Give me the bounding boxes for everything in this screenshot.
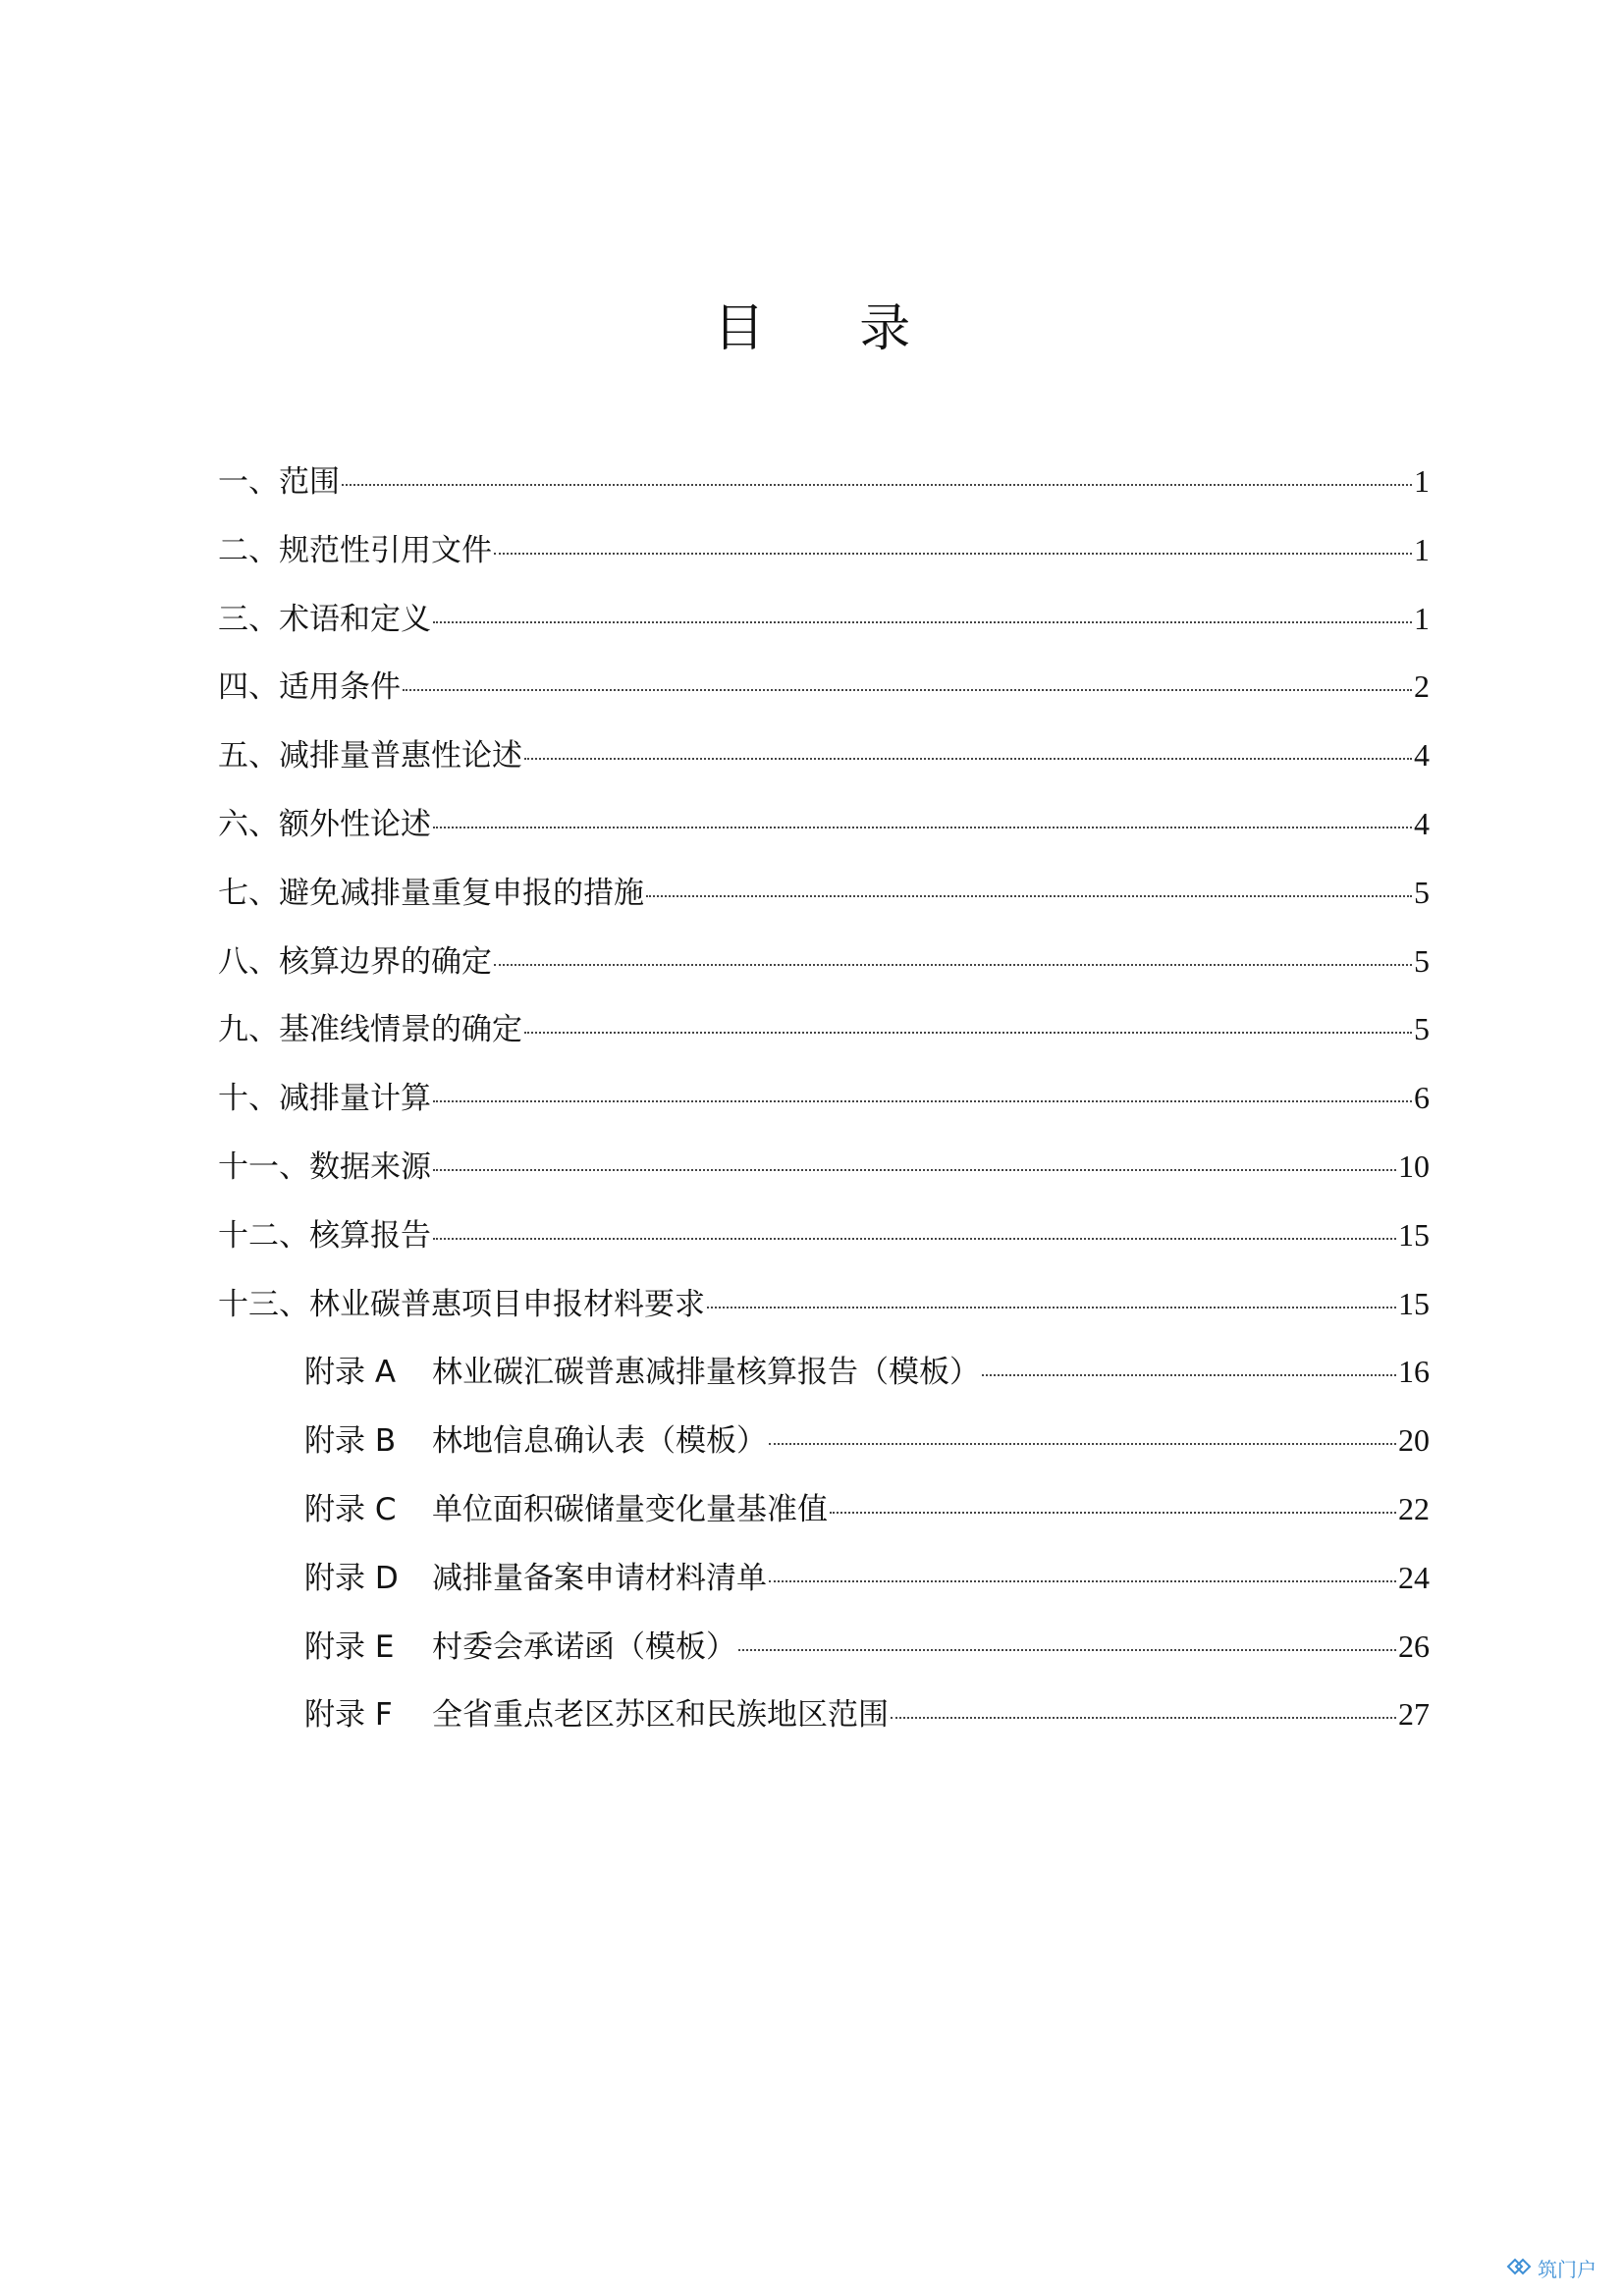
toc-entry-label: 一、范围	[218, 464, 340, 500]
toc-appendix-label	[304, 1490, 828, 1529]
toc-dot-leader	[891, 1717, 1396, 1719]
page-title: 目 录	[713, 299, 950, 358]
toc-appendix-f[interactable]	[218, 1694, 1430, 1763]
toc-dot-leader	[433, 621, 1412, 623]
toc-appendix-page: 26	[1398, 1628, 1430, 1664]
toc-entry-11[interactable]	[218, 1147, 1430, 1215]
toc-dot-leader	[433, 1238, 1396, 1240]
toc-appendix-page: 22	[1398, 1490, 1430, 1526]
toc-appendix-page: 16	[1398, 1354, 1430, 1390]
toc-entry-page: 15	[1398, 1285, 1430, 1321]
toc-appendix-prefix: 附录 C	[304, 1491, 397, 1527]
toc-appendix-label	[304, 1353, 980, 1392]
toc-appendix-title: 林业碳汇碳普惠减排量核算报告（模板）	[432, 1355, 980, 1391]
toc-entry-page: 6	[1414, 1080, 1430, 1116]
toc-appendix-title: 全省重点老区苏区和民族地区范围	[432, 1697, 889, 1734]
toc-entry-page: 1	[1414, 600, 1430, 636]
toc-appendix-title: 单位面积碳储量变化量基准值	[432, 1491, 828, 1527]
toc-entry-3[interactable]	[218, 599, 1430, 667]
toc-entry-label: 五、减排量普惠性论述	[218, 738, 522, 774]
toc-entry-label: 十、减排量计算	[218, 1081, 431, 1117]
toc-dot-leader	[494, 553, 1412, 555]
toc-appendix-label	[304, 1559, 767, 1598]
toc-dot-leader	[738, 1649, 1396, 1651]
toc-appendix-label	[304, 1695, 889, 1735]
toc-dot-leader	[707, 1307, 1396, 1308]
toc-entry-label: 三、术语和定义	[218, 601, 431, 637]
toc-entry-9[interactable]	[218, 1009, 1430, 1078]
toc-appendix-prefix: 附录 D	[304, 1560, 399, 1596]
toc-appendix-e[interactable]	[218, 1627, 1430, 1695]
toc-entry-label: 十二、核算报告	[218, 1217, 431, 1254]
toc-entry-page: 15	[1398, 1216, 1430, 1253]
toc-appendix-page: 24	[1398, 1559, 1430, 1595]
toc-dot-leader	[433, 1169, 1396, 1171]
toc-entry-page: 5	[1414, 942, 1430, 979]
toc-appendix-title: 减排量备案申请材料清单	[432, 1560, 767, 1596]
toc-entry-label: 六、额外性论述	[218, 806, 431, 842]
toc-entry-page: 10	[1398, 1148, 1430, 1184]
toc-appendix-prefix: 附录 B	[304, 1423, 397, 1460]
toc-entry-2[interactable]	[218, 530, 1430, 599]
toc-entry-13[interactable]	[218, 1284, 1430, 1353]
toc-dot-leader	[646, 895, 1412, 897]
toc-appendix-a[interactable]	[218, 1352, 1430, 1420]
toc-dot-leader	[494, 964, 1412, 966]
toc-entry-label: 二、规范性引用文件	[218, 532, 492, 568]
toc-entry-4[interactable]	[218, 667, 1430, 735]
toc-appendix-b[interactable]	[218, 1420, 1430, 1489]
toc-entry-label: 十一、数据来源	[218, 1148, 431, 1185]
toc-dot-leader	[830, 1512, 1396, 1514]
toc-entry-12[interactable]	[218, 1215, 1430, 1284]
toc-appendix-c[interactable]	[218, 1489, 1430, 1558]
toc-appendix-prefix: 附录 F	[304, 1697, 393, 1734]
toc-entry-page: 1	[1414, 531, 1430, 567]
toc-appendix-label	[304, 1421, 767, 1461]
toc-dot-leader	[433, 827, 1412, 828]
toc-appendix-prefix: 附录 A	[304, 1355, 397, 1391]
toc-dot-leader	[403, 689, 1412, 691]
toc-dot-leader	[769, 1580, 1396, 1582]
toc-entry-label: 七、避免减排量重复申报的措施	[218, 875, 644, 911]
toc-dot-leader	[524, 758, 1412, 760]
diamond-logo-icon	[1506, 2257, 1532, 2280]
toc-dot-leader	[769, 1443, 1396, 1445]
toc-appendix-d[interactable]	[218, 1558, 1430, 1627]
toc-entry-page: 4	[1414, 805, 1430, 841]
toc-entry-page: 5	[1414, 1011, 1430, 1047]
toc-dot-leader	[982, 1374, 1396, 1376]
toc-appendix-title: 村委会承诺函（模板）	[432, 1629, 736, 1665]
toc-entry-10[interactable]	[218, 1078, 1430, 1147]
toc-entry-label: 四、适用条件	[218, 669, 401, 706]
watermark	[1506, 2254, 1597, 2282]
toc-entry-1[interactable]	[218, 461, 1430, 530]
toc-dot-leader	[433, 1100, 1412, 1102]
toc-appendix-title: 林地信息确认表（模板）	[432, 1423, 767, 1460]
toc-appendix-page: 27	[1398, 1696, 1430, 1733]
toc-entry-page: 2	[1414, 668, 1430, 705]
toc-entry-label: 十三、林业碳普惠项目申报材料要求	[218, 1286, 705, 1322]
toc-entry-label: 八、核算边界的确定	[218, 943, 492, 980]
toc-entry-page: 1	[1414, 463, 1430, 499]
toc-appendix-page: 20	[1398, 1422, 1430, 1459]
toc-entry-label: 九、基准线情景的确定	[218, 1012, 522, 1048]
toc-dot-leader	[524, 1032, 1412, 1034]
toc-entry-6[interactable]	[218, 804, 1430, 873]
toc-entry-7[interactable]	[218, 873, 1430, 941]
toc-entry-8[interactable]	[218, 941, 1430, 1010]
toc-entry-page: 4	[1414, 737, 1430, 774]
watermark-text: 筑门户	[1538, 2258, 1597, 2281]
table-of-contents	[218, 461, 1430, 1763]
toc-entry-page: 5	[1414, 874, 1430, 910]
toc-appendix-prefix: 附录 E	[304, 1629, 395, 1665]
toc-entry-5[interactable]	[218, 735, 1430, 804]
toc-dot-leader	[342, 484, 1412, 486]
toc-appendix-label	[304, 1628, 736, 1667]
